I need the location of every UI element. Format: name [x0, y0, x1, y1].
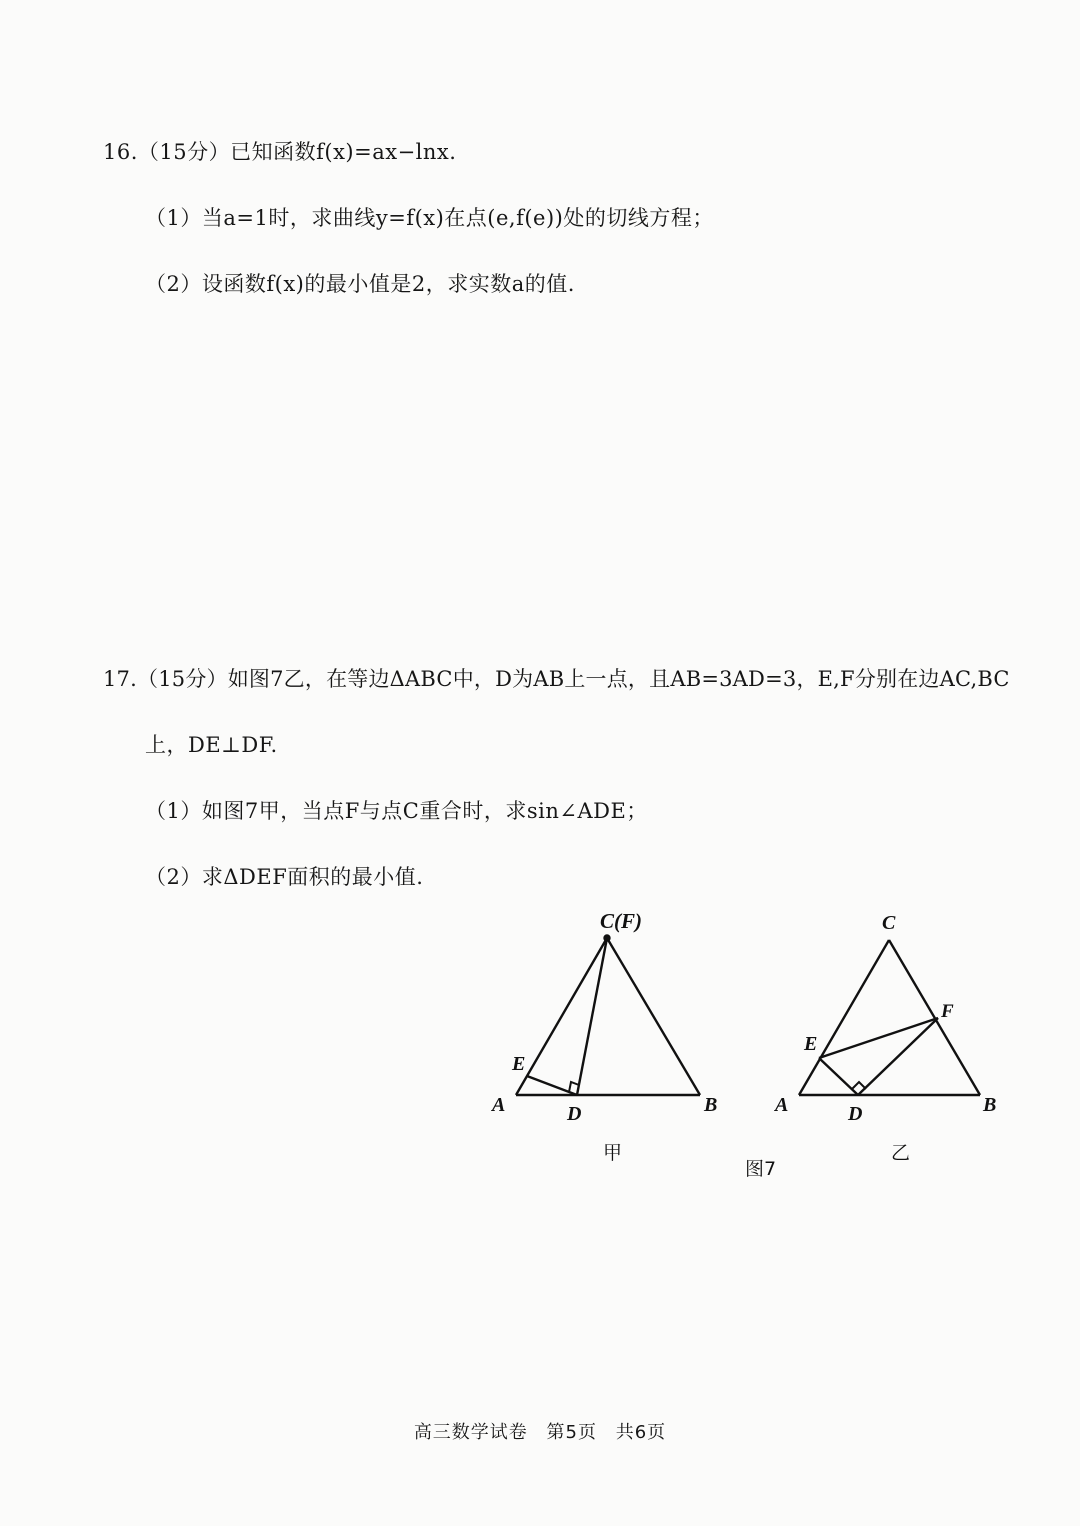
figure-left — [516, 936, 700, 1096]
label-E-left: E — [512, 1053, 526, 1075]
figure-7 — [480, 900, 1040, 1200]
label-B-left: B — [704, 1094, 718, 1116]
caption-right: 乙 — [891, 1142, 911, 1164]
q17-part1: （1）如图7甲，当点F与点C重合时，求sin∠ADE； — [145, 799, 648, 823]
label-A-right: A — [775, 1094, 789, 1116]
segment-BC-right — [889, 940, 980, 1095]
footer-total: 共6页 — [615, 1422, 667, 1443]
segment-EF-right — [819, 1018, 938, 1058]
caption-left: 甲 — [603, 1142, 623, 1164]
footer-page: 第5页 — [546, 1422, 597, 1443]
q16-part2: （2）设函数f(x)的最小值是2，求实数a的值. — [145, 272, 575, 296]
segment-DF-right — [858, 1018, 938, 1095]
q16-stem: 16.（15分）已知函数f(x)=ax−lnx. — [103, 140, 457, 164]
segment-AC-right — [799, 940, 889, 1095]
q17-stem-line2: 上，DE⊥DF. — [145, 733, 278, 757]
label-A-left: A — [492, 1094, 506, 1116]
label-E-right: E — [804, 1033, 818, 1055]
label-C-right: C — [882, 912, 896, 934]
footer-title: 高三数学试卷 — [413, 1422, 528, 1443]
segment-AC-left — [516, 938, 607, 1095]
right-angle-mark-right — [852, 1082, 866, 1089]
q17-part2: （2）求ΔDEF面积的最小值. — [145, 865, 424, 889]
label-D-left: D — [567, 1103, 582, 1125]
segment-ED-right — [819, 1058, 858, 1095]
label-D-right: D — [848, 1103, 863, 1125]
page-footer — [0, 1418, 1080, 1444]
point-C-left — [605, 936, 610, 941]
q16-part1: （1）当a=1时，求曲线y=f(x)在点(e,f(e))处的切线方程； — [145, 206, 714, 230]
segment-BC-left — [607, 938, 700, 1095]
q17-stem-line1: 17.（15分）如图7乙，在等边ΔABC中，D为AB上一点，且AB=3AD=3，E,F分别在边AC,BC — [103, 667, 1010, 691]
label-F-right: F — [941, 1001, 954, 1022]
label-CF: C(F) — [600, 909, 642, 933]
figure-caption: 图7 — [745, 1158, 777, 1180]
label-B-right: B — [983, 1094, 997, 1116]
